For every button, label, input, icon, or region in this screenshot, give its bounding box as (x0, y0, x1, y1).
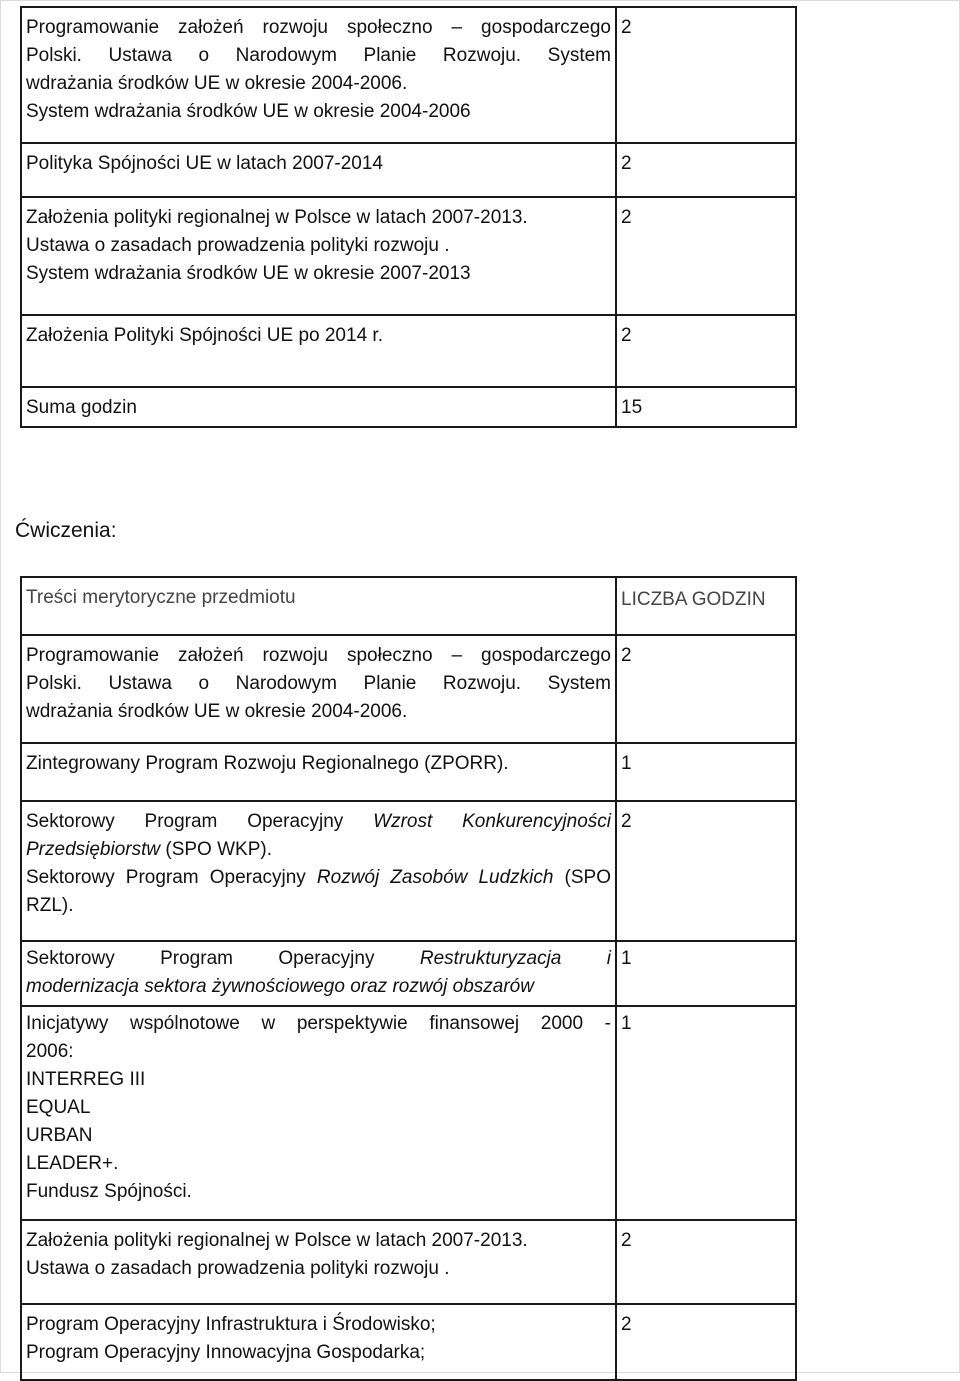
lecture-table (20, 6, 797, 428)
cell-line: Programowanie założeń rozwoju społeczno – gospodarczego (26, 17, 611, 38)
table-row (21, 143, 796, 197)
cell-line: System wdrażania środków UE w okresie 2004-2006 (26, 101, 471, 122)
hours-cell: 1 (616, 941, 796, 1006)
hours-cell: 2 (616, 1220, 796, 1304)
cell-line: Założenia polityki regionalnej w Polsce w latach 2007-2013. (26, 207, 528, 228)
text-run: (SPO (553, 867, 611, 888)
table-row (21, 743, 796, 801)
total-hours-cell: 15 (616, 387, 796, 427)
hours-cell: 1 (616, 743, 796, 801)
content-cell (21, 941, 616, 1006)
content-cell (21, 743, 616, 801)
italic-text: Rozwój Zasobów Ludzkich (316, 867, 554, 888)
cell-line: Program Operacyjny Infrastruktura i Środowisko; (26, 1314, 436, 1335)
italic-text: Wzrost Konkurencyjności (373, 811, 611, 832)
cell-line: Inicjatywy wspólnotowe w perspektywie finansowej 2000 - (26, 1013, 611, 1034)
table-row (21, 315, 796, 387)
cell-line: Programowanie założeń rozwoju społeczno – gospodarczego (26, 645, 611, 666)
cell-line (26, 945, 611, 973)
table-row (21, 387, 796, 427)
exercise-table (20, 576, 797, 1381)
table-header-row (21, 577, 796, 635)
table-row (21, 7, 796, 143)
table-row (21, 801, 796, 941)
cell-line: Program Operacyjny Innowacyjna Gospodarka; (26, 1342, 426, 1363)
text-run: Sektorowy Program Operacyjny (26, 867, 317, 888)
text-run: (SPO WKP). (160, 839, 273, 860)
cell-line: Suma godzin (26, 397, 137, 418)
exercises-heading: Ćwiczenia: (15, 519, 117, 542)
text-run: Sektorowy Program Operacyjny (26, 948, 420, 969)
cell-line: URBAN (26, 1125, 93, 1146)
hours-cell: 1 (616, 1006, 796, 1220)
cell-line (26, 836, 611, 864)
cell-line: wdrażania środków UE w okresie 2004-2006. (26, 73, 408, 94)
content-cell (21, 7, 616, 143)
hours-cell: 2 (616, 801, 796, 941)
cell-line: Polski. Ustawa o Narodowym Planie Rozwoju. System (26, 45, 611, 66)
table-row (21, 941, 796, 1006)
cell-line: 2006: (26, 1041, 74, 1062)
cell-line: INTERREG III (26, 1069, 146, 1090)
hours-cell: 2 (616, 7, 796, 143)
cell-line: Fundusz Spójności. (26, 1181, 192, 1202)
content-cell (21, 1220, 616, 1304)
header-hours-cell: LICZBA GODZIN (616, 577, 796, 635)
cell-line: Ustawa o zasadach prowadzenia polityki rozwoju . (26, 235, 450, 256)
hours-cell: 2 (616, 315, 796, 387)
cell-line: System wdrażania środków UE w okresie 2007-2013 (26, 263, 471, 284)
table-row (21, 197, 796, 315)
cell-line: Założenia polityki regionalnej w Polsce w latach 2007-2013. (26, 1230, 528, 1251)
table-row (21, 1006, 796, 1220)
text-run: Sektorowy Program Operacyjny (26, 811, 374, 832)
hours-cell: 2 (616, 1304, 796, 1380)
cell-line: Zintegrowany Program Rozwoju Regionalnego (ZPORR). (26, 753, 509, 774)
content-cell (21, 1304, 616, 1380)
hours-cell: 2 (616, 197, 796, 315)
hours-cell: 2 (616, 635, 796, 743)
content-cell (21, 315, 616, 387)
cell-line: wdrażania środków UE w okresie 2004-2006. (26, 701, 408, 722)
table-row (21, 635, 796, 743)
cell-line: EQUAL (26, 1097, 91, 1118)
table-row (21, 1304, 796, 1380)
content-cell (21, 635, 616, 743)
content-cell (21, 197, 616, 315)
content-cell (21, 143, 616, 197)
cell-line: Polityka Spójności UE w latach 2007-2014 (26, 153, 383, 174)
content-cell (21, 801, 616, 941)
cell-line: Założenia Polityki Spójności UE po 2014 r. (26, 325, 383, 346)
italic-text: Restrukturyzacja i (419, 948, 611, 969)
total-label-cell (21, 387, 616, 427)
hours-cell: 2 (616, 143, 796, 197)
table-row (21, 1220, 796, 1304)
cell-line: Polski. Ustawa o Narodowym Planie Rozwoju. System (26, 673, 611, 694)
header-content-cell: Treści merytoryczne przedmiotu (21, 577, 616, 635)
cell-line: LEADER+. (26, 1153, 119, 1174)
italic-text: Przedsiębiorstw (26, 839, 161, 860)
cell-line: modernizacja sektora żywnościowego oraz rozwój obszarów (26, 976, 534, 997)
cell-line: Ustawa o zasadach prowadzenia polityki rozwoju . (26, 1258, 450, 1279)
cell-line (26, 864, 611, 892)
content-cell (21, 1006, 616, 1220)
cell-line (26, 808, 611, 836)
cell-line: RZL). (26, 895, 74, 916)
